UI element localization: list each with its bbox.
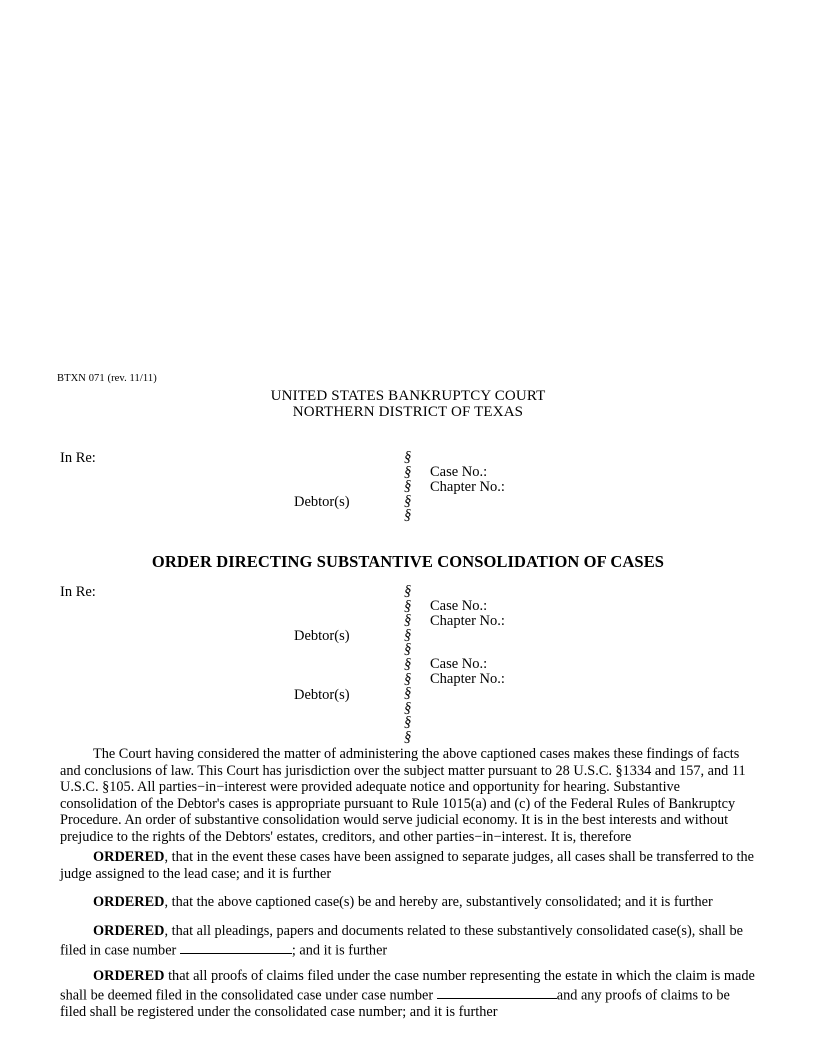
case-info-bottom-second [430, 657, 505, 687]
in-re-label-top: In Re: [60, 450, 96, 466]
section-symbol: § [404, 507, 412, 524]
case-no-label: Case No.: [430, 598, 488, 614]
court-heading [0, 389, 816, 420]
debtor-label-bottom-first: Debtor(s) [294, 628, 350, 644]
caption-block-top [0, 449, 816, 524]
ordered-paragraph-3 [60, 923, 756, 959]
case-number-blank-field[interactable] [180, 940, 292, 955]
debtor-label-bottom-second: Debtor(s) [294, 687, 350, 703]
section-symbol: § [404, 492, 412, 509]
section-symbol: § [404, 728, 412, 745]
chapter-no-label: Chapter No.: [430, 613, 505, 629]
section-symbol: § [404, 655, 412, 672]
caption-block-bottom [0, 584, 816, 744]
court-district-line: NORTHERN DISTRICT OF TEXAS [292, 403, 524, 420]
section-symbol: § [404, 583, 412, 599]
ordered-label: ORDERED [93, 894, 165, 910]
case-info-bottom-first [430, 599, 505, 629]
ordered-label: ORDERED [93, 849, 165, 865]
ordered-paragraph-1 [60, 849, 756, 882]
debtor-label-top: Debtor(s) [294, 494, 350, 510]
section-symbol: § [404, 714, 412, 731]
section-symbol-column-top [404, 450, 411, 523]
chapter-no-label: Chapter No.: [430, 671, 505, 687]
form-number: BTXN 071 (rev. 11/11) [57, 373, 157, 384]
in-re-label-bottom: In Re: [60, 584, 96, 600]
court-name-line: UNITED STATES BANKRUPTCY COURT [270, 388, 546, 404]
order-title: ORDER DIRECTING SUBSTANTIVE CONSOLIDATION OF CASES [151, 552, 665, 571]
ordered-text-3a: , that all pleadings, papers and documents related to these substantively consolidated case(s), shall be filed in case number [60, 923, 743, 959]
section-symbol: § [404, 626, 412, 643]
findings-text: The Court having considered the matter of administering the above captioned cases makes these findings of facts and conclusions of law. This Court has jurisdiction over the subject matter pursuant to 28 U.S.C. §1334 and 157, and 11 U.S.C. §105. All parties−in−interest were provided adequate notice and opportunity for hearing. Substantive consolidation of the Debtor's cases is appropriate pursuant to Rule 1015(a) and (c) of the Federal Rules of Bankruptcy Procedure. An order of substantive consolidation would serve judicial economy. It is in the best interests and without prejudice to the rights of the Debtors' estates, creditors, and other parties−in−interest. It is, therefore [60, 746, 746, 845]
section-symbol: § [404, 463, 412, 480]
case-no-label: Case No.: [430, 464, 488, 480]
consolidated-case-number-blank-field[interactable] [437, 985, 557, 1000]
chapter-no-label: Chapter No.: [430, 479, 505, 495]
section-symbol: § [404, 685, 412, 702]
ordered-text-3b: ; and it is further [291, 942, 388, 959]
section-symbol: § [404, 699, 412, 716]
section-symbol-column-bottom [404, 584, 411, 745]
section-symbol: § [404, 670, 412, 687]
section-symbol: § [404, 449, 412, 465]
section-symbol: § [404, 478, 412, 495]
section-symbol: § [404, 641, 412, 658]
ordered-label: ORDERED [93, 968, 165, 984]
ordered-text-1: , that in the event these cases have been assigned to separate judges, all cases shall be transferred to the judge assigned to the lead case; and it is further [60, 849, 755, 882]
ordered-paragraph-4 [60, 968, 756, 1020]
section-symbol: § [404, 597, 412, 614]
ordered-text-4b: and any proofs of claims to be filed shall be registered under the consolidated case number; and it is further [60, 987, 730, 1020]
ordered-paragraph-2 [60, 894, 756, 911]
ordered-text-2: , that the above captioned case(s) be and hereby are, substantively consolidated; and it is further [164, 894, 713, 910]
ordered-label: ORDERED [93, 923, 165, 939]
case-info-top [430, 465, 505, 495]
ordered-text-4a: that all proofs of claims filed under the case number representing the estate in which the claim is made shall be deemed filed in the consolidated case under case number [60, 968, 755, 1004]
case-no-label: Case No.: [430, 656, 488, 672]
section-symbol: § [404, 612, 412, 629]
findings-paragraph [60, 746, 756, 846]
